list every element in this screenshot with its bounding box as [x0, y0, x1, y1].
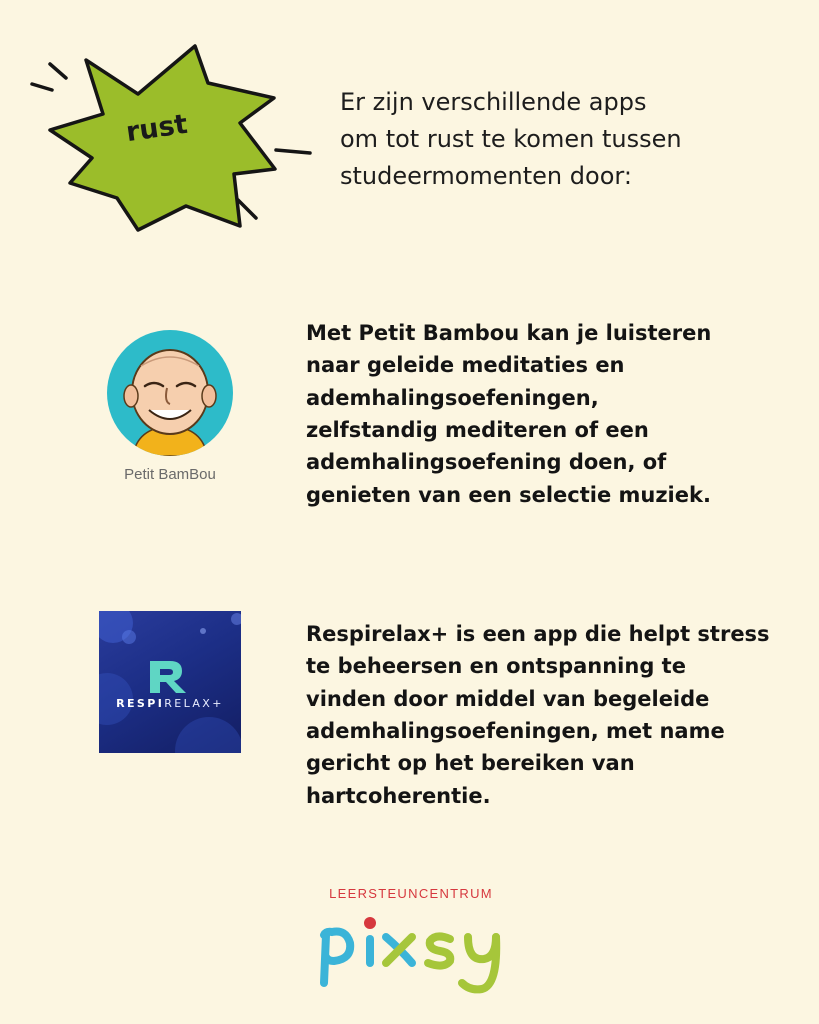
petit-bambou-description: [306, 317, 796, 511]
respirelax-r-mark-icon: [148, 659, 192, 695]
pixsy-logo: [312, 905, 512, 1005]
petit-bambou-caption: Petit BamBou: [124, 466, 216, 483]
intro-line: studeermomenten door:: [340, 162, 632, 191]
organization-name: LEERSTEUNCENTRUM: [329, 886, 493, 901]
description-line: vinden door middel van begeleide: [306, 686, 710, 711]
description-line: Respirelax+ is een app die helpt stress: [306, 622, 770, 646]
description-line: ademhalingsoefening doen, of: [306, 450, 667, 475]
description-line: gericht op het bereiken van: [306, 751, 635, 776]
description-line: ademhalingsoefeningen,: [306, 385, 599, 410]
description-line: te beheersen en ontspanning te: [306, 654, 686, 679]
description-line: Met Petit Bambou kan je luisteren: [306, 321, 712, 345]
intro-line: Er zijn verschillende apps: [340, 88, 647, 116]
petit-bambou-app-icon: [107, 330, 233, 456]
intro-text: [340, 84, 780, 196]
wordmark-light: RELAX+: [164, 697, 224, 710]
description-line: hartcoherentie.: [306, 783, 491, 808]
description-line: naar geleide meditaties en: [306, 353, 625, 378]
description-line: genieten van een selectie muziek.: [306, 482, 711, 507]
respirelax-wordmark: [99, 697, 241, 710]
description-line: zelfstandig mediteren of een: [306, 417, 649, 442]
intro-line: om tot rust te komen tussen: [340, 125, 682, 154]
wordmark-bold: RESPI: [116, 697, 165, 710]
description-line: ademhalingsoefeningen, met name: [306, 718, 725, 743]
respirelax-description: [306, 618, 796, 812]
badge-label: rust: [124, 108, 190, 149]
respirelax-app-logo: [99, 611, 241, 753]
